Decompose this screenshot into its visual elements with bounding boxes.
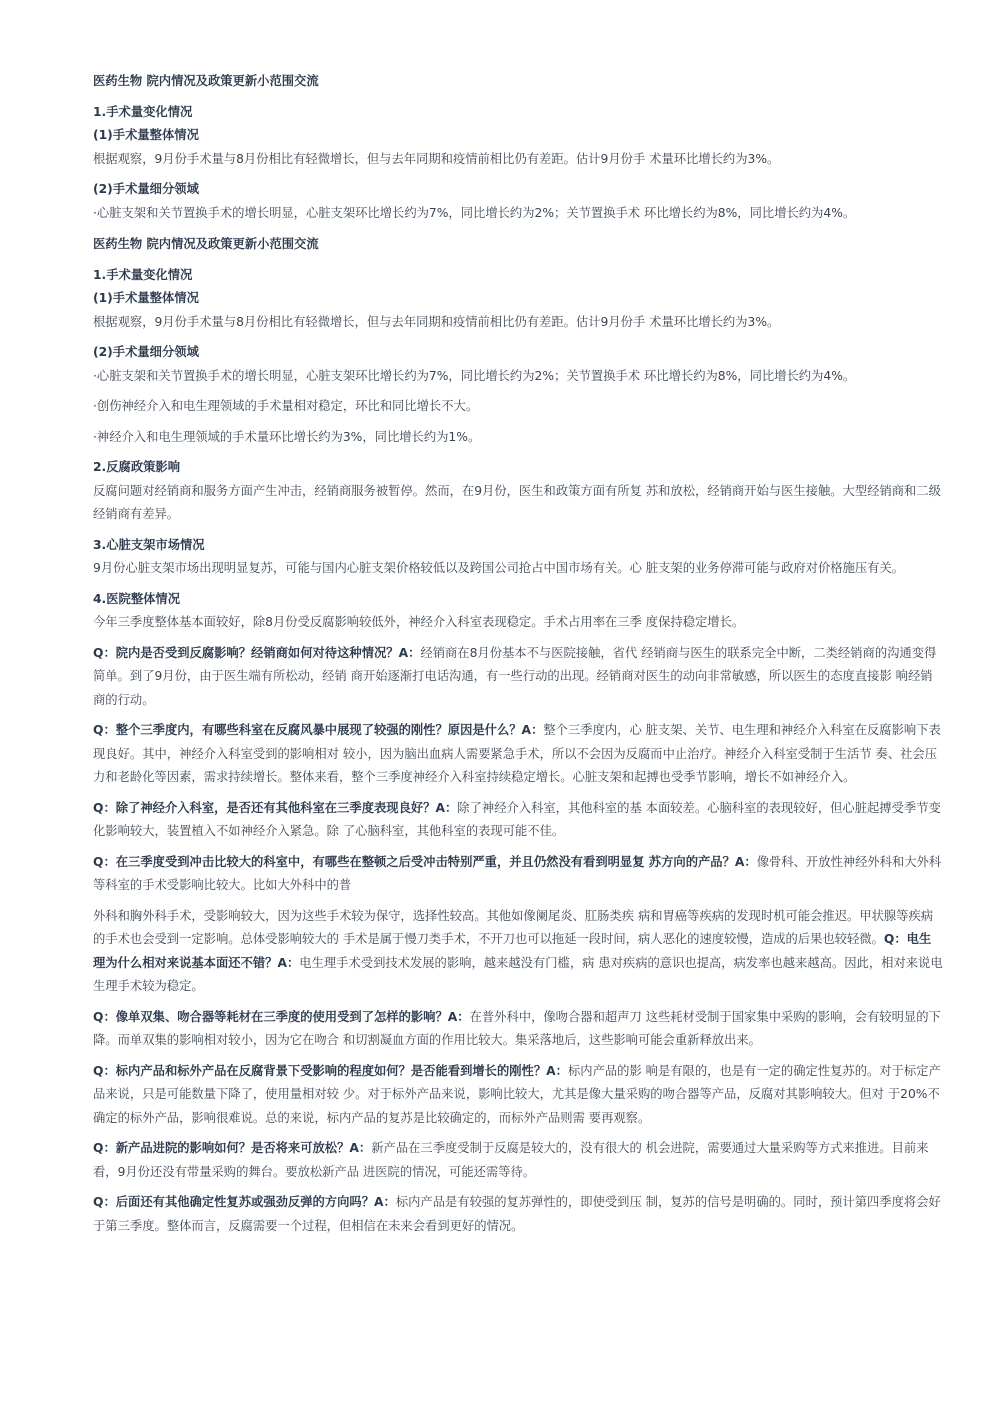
- section-heading-hospital-overall: 4.医院整体情况: [93, 591, 181, 606]
- paragraph-trauma-neuro: ·创伤神经介入和电生理领域的手术量相对稳定，环比和同比增长不大。: [93, 399, 479, 413]
- qa-answer: 标内产品是有较强的复苏弹性的，即使受到压 制，复苏的信号是明确的。同时，预计第四季度将会好于第三季度。整体而言，反腐需要一个过程，但相信在未来会看到更好的情况。: [93, 1195, 941, 1233]
- qa-item: [93, 1060, 943, 1131]
- qa-answer: 电生理手术受到技术发展的影响，越来越没有门槛，病 患对疾病的意识也提高，病发率也越来越高。因此，相对来说电生理手术较为稳定。: [93, 955, 943, 993]
- qa-answer: 经销商在8月份基本不与医院接触，省代 经销商与医生的联系完全中断，二类经销商的沟通变得简单。到了9月份，由于医生端有所松动，经销 商开始逐渐打电话沟通，有一些行动的出现。经销商对医生的动向非常敏感，所以医生的态度直接影 响经销商的行动。: [93, 645, 937, 707]
- qa-answer: 在普外科中，像吻合器和超声刀 这些耗材受制于国家集中采购的影响，会有较明显的下降。而单双集的影响相对较小，因为它在吻合 和切割凝血方面的作用比较大。集采落地后，这些影响可能会重新释放出来。: [93, 1009, 941, 1047]
- qa-item: [93, 719, 943, 790]
- document-page: [93, 62, 943, 1245]
- qa-item: [93, 1006, 943, 1053]
- qa-answer: 除了神经介入科室，其他科室的基 本面较差。心脑科室的表现较好，但心脏起搏受季节变化影响较大，装置植入不如神经介入紧急。除 了心脑科室，其他科室的表现可能不佳。: [93, 800, 941, 838]
- qa-answer: 像骨科、开放性神经外科和大外科等科室的手术受影响比较大。比如大外科中的普: [93, 854, 942, 892]
- qa-item: [93, 1137, 943, 1184]
- qa-answer: 整个三季度内，心 脏支架、关节、电生理和神经介入科室在反腐影响下表现良好。其中，神经介入科室受到的影响相对 较小，因为脑出血病人需要紧急手术，所以不会因为反腐而中止治疗。神经介入科室受制于生活节 奏、社会压力和老龄化等因素，需求持续增长。整体来看，整个三季度神经介入科室持续稳定增长。心脏支架和起搏也受季节影响，增长不如神经介入。: [93, 723, 941, 784]
- qa-continuation: [93, 905, 943, 999]
- subsection-heading-segments: (2)手术量细分领域: [93, 182, 199, 196]
- subsection-heading-segments-repeat: (2)手术量细分领域: [93, 345, 199, 359]
- document-title: 医药生物 院内情况及政策更新小范围交流: [93, 74, 319, 88]
- section-heading-anticorruption: 2.反腐政策影响: [93, 460, 181, 474]
- paragraph-overall-repeat: 根据观察，9月份手术量与8月份相比有轻微增长，但与去年同期和疫情前相比仍有差距。估计9月份手 术量环比增长约为3%。: [93, 314, 780, 329]
- paragraph-neuro-ep: ·神经介入和电生理领域的手术量环比增长约为3%，同比增长约为1%。: [93, 429, 481, 444]
- section-heading-stent-market: 3.心脏支架市场情况: [93, 537, 205, 552]
- section-heading-surgery-repeat: 1.手术量变化情况: [93, 267, 193, 282]
- qa-question: Q：像单双集、吻合器等耗材在三季度的使用受到了怎样的影响？A：: [93, 1009, 470, 1024]
- qa-question: Q：在三季度受到冲击比较大的科室中，有哪些在整顿之后受冲击特别严重，并且仍然没有看到明显复 苏方向的产品？A：: [93, 854, 757, 869]
- document-title-repeat: 医药生物 院内情况及政策更新小范围交流: [93, 237, 319, 251]
- qa-item: [93, 642, 943, 713]
- qa-question: Q：标内产品和标外产品在反腐背景下受影响的程度如何？是否能看到增长的刚性？A：: [93, 1063, 568, 1078]
- subsection-heading-overall: (1)手术量整体情况: [93, 128, 199, 142]
- qa-item: [93, 797, 943, 844]
- qa-item: [93, 851, 943, 898]
- paragraph-segments-repeat: ·心脏支架和关节置换手术的增长明显，心脏支架环比增长约为7%，同比增长约为2%；关节置换手术 环比增长约为8%，同比增长约为4%。: [93, 368, 856, 383]
- section-heading-surgery: 1.手术量变化情况: [93, 104, 193, 119]
- qa-answer: 新产品在三季度受制于反腐是较大的，没有很大的 机会进院，需要通过大量采购等方式来推进。目前来看，9月份还没有带量采购的舞台。要放松新产品 进医院的情况，可能还需等待。: [93, 1141, 929, 1179]
- paragraph-segments: ·心脏支架和关节置换手术的增长明显，心脏支架环比增长约为7%，同比增长约为2%；关节置换手术 环比增长约为8%，同比增长约为4%。: [93, 205, 856, 220]
- paragraph-hospital-overall: 今年三季度整体基本面较好，除8月份受反腐影响较低外，神经介入科室表现稳定。手术占用率在三季 度保持稳定增长。: [93, 615, 745, 629]
- subsection-heading-overall-repeat: (1)手术量整体情况: [93, 291, 199, 305]
- qa-item: [93, 1191, 943, 1238]
- qa-question: Q：除了神经介入科室，是否还有其他科室在三季度表现良好？A：: [93, 800, 458, 815]
- paragraph-anticorruption: 反腐问题对经销商和服务方面产生冲击，经销商服务被暂停。然而，在9月份，医生和政策方面有所复 苏和放松，经销商开始与医生接触。大型经销商和二级经销商有差异。: [93, 483, 941, 521]
- qa-question: Q：新产品进院的影响如何？是否将来可放松？A：: [93, 1141, 372, 1155]
- paragraph-stent-market: 9月份心脏支架市场出现明显复苏，可能与国内心脏支架价格较低以及跨国公司抢占中国市场有关。心 脏支架的业务停滞可能与政府对价格施压有关。: [93, 561, 905, 575]
- qa-question: Q：整个三季度内，有哪些科室在反腐风暴中展现了较强的刚性？原因是什么？A：: [93, 723, 544, 737]
- qa-question: Q：院内是否受到反腐影响？经销商如何对待这种情况？A：: [93, 645, 421, 660]
- qa-question: Q：电生理为什么相对来说基本面还不错？A：: [93, 932, 932, 970]
- qa-question: Q：后面还有其他确定性复苏或强劲反弹的方向吗？A：: [93, 1195, 396, 1209]
- qa-answer: 外科和胸外科手术，受影响较大，因为这些手术较为保守，选择性较高。其他如像阑尾炎、肛肠类疾 病和胃癌等疾病的发现时机可能会推迟。甲状腺等疾病的手术也会受到一定影响。总体受影响较大的 手术是属于慢刀类手术，不开刀也可以拖延一段时间，病人恶化的速度较慢，造成的后果也较轻微。: [93, 908, 934, 946]
- paragraph-overall: 根据观察，9月份手术量与8月份相比有轻微增长，但与去年同期和疫情前相比仍有差距。估计9月份手 术量环比增长约为3%。: [93, 151, 780, 166]
- qa-answer: 标内产品的影 响是有限的，也是有一定的确定性复苏的。对于标定产品来说，只是可能数量下降了，使用量相对较 少。对于标外产品来说，影响比较大，尤其是像大量采购的吻合器等产品，反腐对其影响较大。但对 于20%不确定的标外产品，影响很难说。总的来说，标内产品的复苏是比较确定的，而标外产品则需 要再观察。: [93, 1063, 941, 1125]
